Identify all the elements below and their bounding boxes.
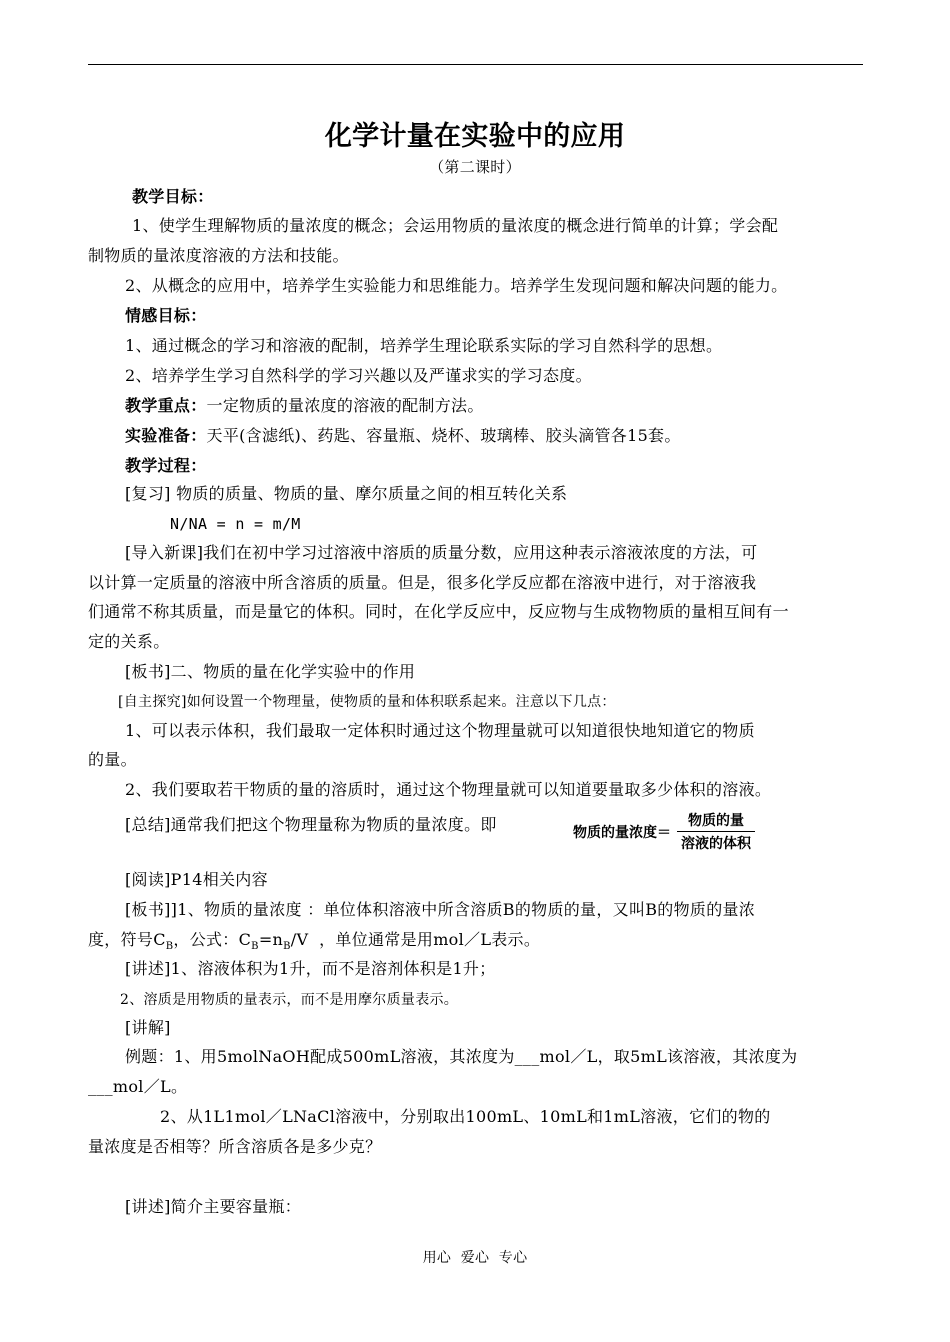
page-title: 化学计量在实验中的应用 bbox=[324, 121, 626, 152]
intro-line-3: 们通常不称其质量，而是量它的体积。同时，在化学反应中，反应物与生成物物质的量相互间有一 bbox=[88, 602, 789, 621]
point-line-1-cont: 的量。 bbox=[88, 750, 137, 769]
prep-line bbox=[125, 426, 681, 446]
lesson-subtitle: （第二课时） bbox=[429, 158, 521, 176]
goal-line-2: 制物质的量浓度溶液的方法和技能。 bbox=[88, 246, 349, 265]
point-line-1: 1、可以表示体积，我们最取一定体积时通过这个物理量就可以知道很快地知道它的物质 bbox=[125, 721, 755, 740]
heading-teaching-goals: 教学目标： bbox=[132, 187, 214, 206]
review-line: [复习] 物质的质量、物质的量、摩尔质量之间的相互转化关系 bbox=[125, 484, 568, 503]
key-point-text: 一定物质的量浓度的溶液的配制方法。 bbox=[206, 396, 484, 415]
formula-numerator: 物质的量 bbox=[688, 813, 744, 829]
example-line-2-cont: 量浓度是否相等？所含溶质各是多少克？ bbox=[88, 1137, 382, 1156]
unit-text: /V ，单位通常是用mol／L表示。 bbox=[290, 930, 541, 949]
intro-line-1: [导入新课]我们在初中学习过溶液中溶质的质量分数，应用这种表示溶液浓度的方法，可 bbox=[125, 543, 758, 562]
intro-line-4: 定的关系。 bbox=[88, 632, 170, 651]
example-line-1-cont: ___mol／L。 bbox=[88, 1077, 188, 1096]
summary-line: [总结]通常我们把这个物理量称为物质的量浓度。即 bbox=[125, 815, 497, 834]
reading-line: [阅读]P14相关内容 bbox=[125, 870, 268, 889]
subscript-b: B bbox=[251, 941, 259, 953]
formula-text: ，公式：C bbox=[173, 930, 252, 949]
point-line-2: 2、我们要取若干物质的量的溶质时，通过这个物理量就可以知道要量取多少体积的溶液。 bbox=[125, 780, 772, 799]
intro-line-2: 以计算一定质量的溶液中所含溶质的质量。但是，很多化学反应都在溶液中进行，对于溶液我 bbox=[88, 573, 757, 592]
definition-line-1: [板书]]1、物质的量浓度 ：单位体积溶液中所含溶质B的物质的量，又叫B的物质的量浓 bbox=[125, 900, 756, 919]
subscript-b: B bbox=[283, 941, 291, 953]
definition-line-2 bbox=[88, 930, 540, 957]
relation-formula: N/NA = n = m/M bbox=[170, 515, 301, 533]
goal-line-1: 1、使学生理解物质的量浓度的概念；会运用物质的量浓度的概念进行简单的计算；学会配 bbox=[132, 216, 779, 235]
prep-label: 实验准备： bbox=[125, 426, 207, 445]
key-point-line bbox=[125, 396, 484, 416]
board-line-1: [板书]二、物质的量在化学实验中的作用 bbox=[125, 662, 416, 681]
heading-emotion-goals: 情感目标： bbox=[125, 306, 207, 325]
page-footer: 用心 爱心 专心 bbox=[422, 1250, 528, 1266]
prep-text: 天平(含滤纸)、药匙、容量瓶、烧杯、玻璃棒、胶头滴管各15套。 bbox=[206, 426, 681, 445]
symbol-text: 度，符号C bbox=[88, 930, 166, 949]
subscript-b: B bbox=[165, 941, 174, 953]
lecture-line-2: 2、溶质是用物质的量表示，而不是用摩尔质量表示。 bbox=[120, 992, 459, 1008]
header-rule bbox=[88, 64, 863, 65]
emotion-line-2: 2、培养学生学习自然科学的学习兴趣以及严谨求实的学习态度。 bbox=[125, 366, 592, 385]
explore-line: [自主探究]如何设置一个物理量，使物质的量和体积联系起来。注意以下几点： bbox=[118, 694, 616, 710]
example-line-2: 2、从1L1mol／LNaCl溶液中，分别取出100mL、10mL和1mL溶液，它们的物的 bbox=[160, 1107, 771, 1126]
key-point-label: 教学重点： bbox=[125, 396, 207, 415]
goal-line-3: 2、从概念的应用中，培养学生实验能力和思维能力。培养学生发现问题和解决问题的能力。 bbox=[125, 276, 788, 295]
formula-denominator: 溶液的体积 bbox=[677, 831, 755, 853]
formula-n: =n bbox=[258, 930, 284, 949]
lecture-line-1: [讲述]1、溶液体积为1升，而不是溶剂体积是1升； bbox=[125, 959, 496, 978]
heading-process: 教学过程： bbox=[125, 456, 207, 475]
example-line-1: 例题：1、用5molNaOH配成500mL溶液，其浓度为___mol／L，取5mL该溶液，其浓度为 bbox=[125, 1047, 798, 1066]
formula-fraction bbox=[677, 810, 755, 853]
emotion-line-1: 1、通过概念的学习和溶液的配制，培养学生理论联系实际的学习自然科学的思想。 bbox=[125, 336, 723, 355]
formula-left: 物质的量浓度＝ bbox=[573, 824, 671, 841]
concentration-formula bbox=[573, 810, 755, 853]
explain-heading: [讲解] bbox=[125, 1018, 171, 1037]
flask-intro-line: [讲述]简介主要容量瓶： bbox=[125, 1197, 302, 1216]
